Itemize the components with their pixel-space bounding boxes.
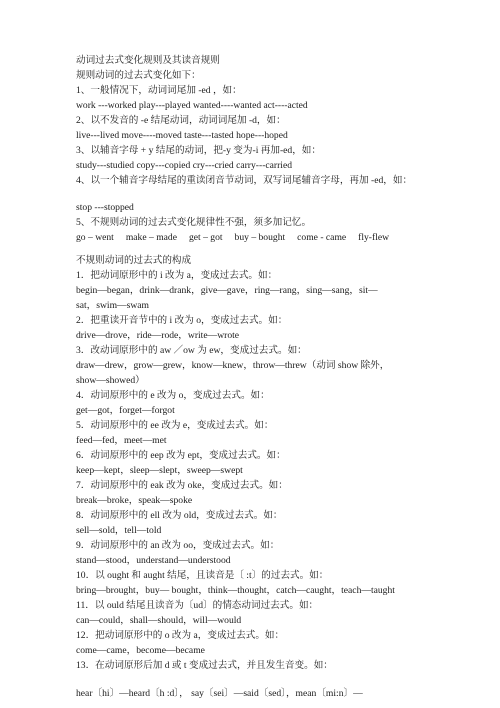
irregular-rule-2-examples: drive—drove，ride—rode，write—wrote: [76, 330, 240, 341]
irregular-rule-13-examples: hear〔hi〕—heard〔h :d〕， say〔sei〕—said〔sed〕，mean〔mi:n〕—: [76, 688, 363, 699]
irregular-rule-1: 1．把动词原形中的 i 改为 a，变成过去式。如：: [76, 270, 278, 281]
irregular-rule-7-examples: break—broke，speak—spoke: [76, 495, 193, 506]
section-heading: 规则动词的过去式变化如下：: [76, 70, 201, 81]
irregular-rule-5: 5．动词原形中的 ee 改为 e，变成过去式。如：: [76, 420, 274, 431]
irregular-rule-13: 13．在动词原形后加 d 或 t 变成过去式，并且发生音变。如：: [76, 660, 333, 671]
irregular-rule-3: 3．改动词原形中的 aw ／ow 为 ew，变成过去式。如：: [76, 345, 307, 356]
irregular-rule-11-examples: can—could，shall—should，will—would: [76, 615, 242, 626]
irregular-rule-11: 11．以 ould 结尾且读音为〔ud〕的情态动词过去式。如：: [76, 600, 319, 611]
rule-1: 1、一般情况下，动词词尾加 -ed ，如：: [76, 85, 242, 96]
irregular-rule-9: 9．动词原形中的 an 改为 oo，变成过去式。如：: [76, 540, 280, 551]
irregular-rule-6-examples: keep—kept，sleep—slept，sweep—swept: [76, 465, 243, 476]
irregular-rule-12: 12．把动词原形中的 o 改为 a，变成过去式。如：: [76, 630, 285, 641]
rule-4-examples: stop ---stopped: [76, 202, 134, 213]
rule-3-examples: study---studied copy---copied cry---cried carry---carried: [76, 160, 293, 171]
irregular-rule-4: 4．动词原形中的 e 改为 o，变成过去式。如：: [76, 390, 270, 401]
irregular-rule-6: 6．动词原形中的 eep 改为 ept，变成过去式。如：: [76, 450, 286, 461]
document-title: 动词过去式变化规则及其读音规则: [76, 55, 220, 66]
irregular-rule-12-examples: come—came，become—became: [76, 645, 205, 656]
rule-2-examples: live---lived move----moved taste---tasted hope---hoped: [76, 130, 288, 141]
section-heading-irregular: 不规则动词的过去式的构成: [76, 255, 192, 266]
irregular-rule-10-examples: bring—brought，buy— bought，think—thought，catch—caught，teach—taught: [76, 585, 395, 596]
irregular-rule-8: 8．动词原形中的 ell 改为 old，变成过去式。如：: [76, 510, 283, 521]
irregular-rule-9-examples: stand—stood，understand—understood: [76, 555, 231, 566]
rule-2: 2、以不发音的 -e 结尾动词，动词词尾加 -d，如：: [76, 115, 286, 126]
irregular-rule-1-examples: begin—began，drink—drank，give—gave，ring—rang，sing—sang，sit—: [76, 285, 378, 296]
irregular-rule-4-examples: get—got，forget—forgot: [76, 405, 175, 416]
irregular-rule-10: 10．以 ought 和 aught 结尾，且读音是〔 :t〕的过去式。如：: [76, 570, 329, 581]
rule-4: 4、以一个辅音字母结尾的重读闭音节动词，双写词尾辅音字母，再加 -ed，如：: [76, 175, 413, 186]
irregular-rule-3-examples: draw—drew，grow—grew，know—knew，throw—threw（动词 show 除外，: [76, 360, 390, 371]
rule-5-examples: go – went make – made get – got buy – bought come - came fly-flew: [76, 232, 390, 243]
irregular-rule-2: 2．把重读开音节中的 i 改为 o，变成过去式。如：: [76, 315, 288, 326]
irregular-rule-8-examples: sell—sold，tell—told: [76, 525, 162, 536]
irregular-rule-5-examples: feed—fed，meet—met: [76, 435, 167, 446]
irregular-rule-1-examples-cont: sat，swim—swam: [76, 300, 150, 311]
rule-5: 5、不规则动词的过去式变化规律性不强，须多加记忆。: [76, 217, 312, 228]
irregular-rule-3-examples-cont: show—showed）: [76, 375, 145, 386]
rule-3: 3、以辅音字母 + y 结尾的动词，把-y 变为-i 再加-ed，如：: [76, 145, 321, 156]
rule-1-examples: work ---worked play---played wanted----wanted act----acted: [76, 100, 308, 111]
irregular-rule-7: 7．动词原形中的 eak 改为 oke，变成过去式。如：: [76, 480, 288, 491]
